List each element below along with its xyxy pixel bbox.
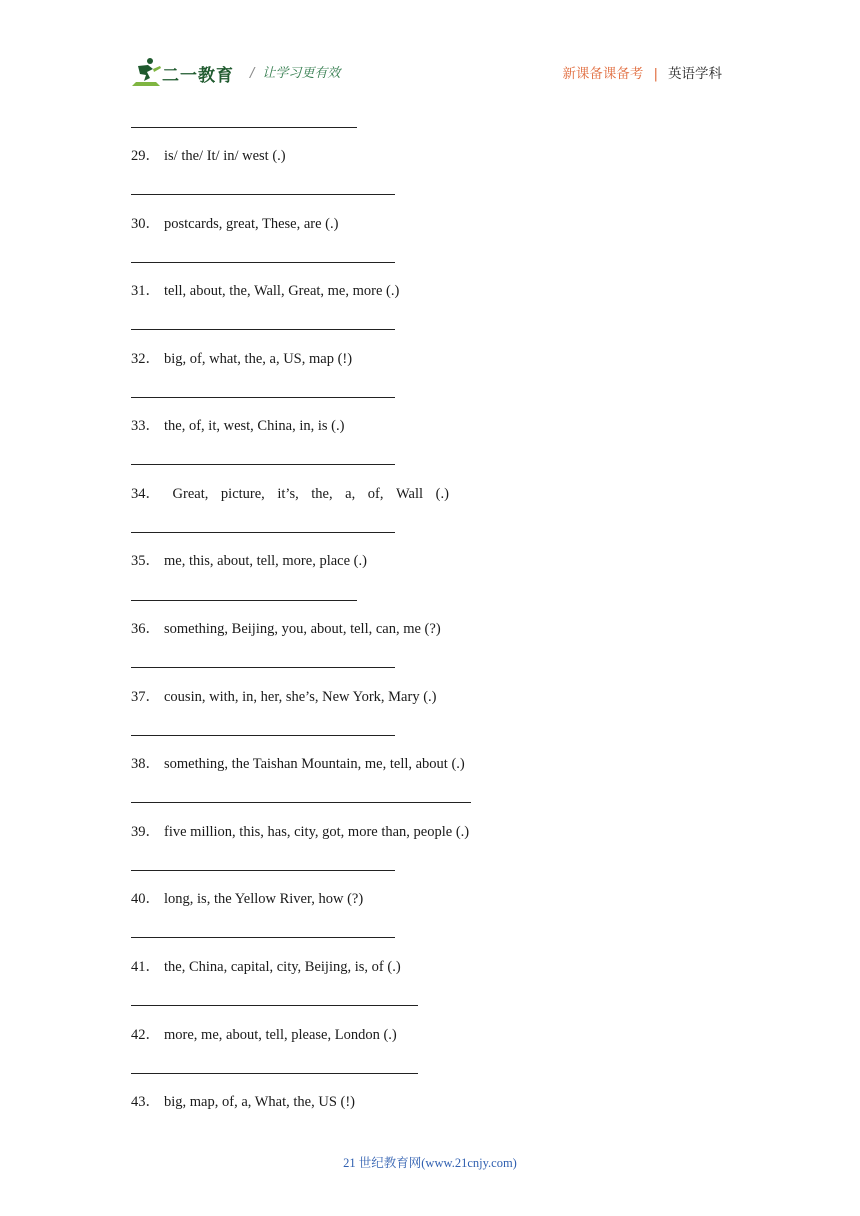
question-32: 32． big, of, what, the, a, US, map (!): [131, 351, 353, 367]
answer-line[interactable]: [131, 600, 357, 601]
question-36: 36． something, Beijing, you, about, tell, can, me (?): [131, 621, 441, 637]
logo: [130, 56, 240, 90]
answer-line[interactable]: [131, 937, 395, 938]
answer-line[interactable]: [131, 735, 395, 736]
answer-line[interactable]: [131, 1073, 418, 1074]
question-40: 40． long, is, the Yellow River, how (?): [131, 891, 364, 907]
slogan-text: 让学习更有效: [262, 66, 341, 81]
question-31: 31． tell, about, the, Wall, Great, me, more (.): [131, 283, 400, 299]
question-42: 42． more, me, about, tell, please, London (.): [131, 1027, 397, 1043]
page-header: [0, 0, 860, 100]
page-footer: 21 世纪教育网(www.21cnjy.com): [343, 1156, 517, 1170]
answer-line[interactable]: [131, 870, 395, 871]
question-43: 43． big, map, of, a, What, the, US (!): [131, 1094, 356, 1110]
logo-text: 二一教育: [162, 66, 234, 86]
question-39: 39． five million, this, has, city, got, more than, people (.): [131, 824, 470, 840]
answer-line[interactable]: [131, 464, 395, 465]
runner-logo-icon: [130, 56, 164, 90]
answer-line[interactable]: [131, 329, 395, 330]
answer-line[interactable]: [131, 1005, 418, 1006]
answer-line[interactable]: [131, 194, 395, 195]
question-30: 30． postcards, great, These, are (.): [131, 216, 339, 232]
course-label: 新课备课备考: [562, 66, 644, 82]
question-35: 35． me, this, about, tell, more, place (.): [131, 553, 367, 569]
header-right: [562, 62, 722, 82]
question-38: 38． something, the Taishan Mountain, me, tell, about (.): [131, 756, 465, 772]
slogan-separator: /: [250, 66, 255, 81]
subject-label: 英语学科: [668, 66, 722, 82]
answer-line[interactable]: [131, 397, 395, 398]
question-34: 34． Great, picture, it’s, the, a, of, Wall (.): [131, 486, 449, 502]
question-37: 37． cousin, with, in, her, she’s, New York, Mary (.): [131, 689, 437, 705]
question-41: 41． the, China, capital, city, Beijing, is, of (.): [131, 959, 401, 975]
header-separator: |: [653, 66, 658, 82]
question-33: 33． the, of, it, west, China, in, is (.): [131, 418, 345, 434]
answer-line[interactable]: [131, 127, 357, 128]
question-29: 29． is/ the/ It/ in/ west (.): [131, 148, 286, 164]
answer-line[interactable]: [131, 667, 395, 668]
slogan: [250, 62, 340, 81]
answer-line[interactable]: [131, 262, 395, 263]
answer-line[interactable]: [131, 532, 395, 533]
answer-line[interactable]: [131, 802, 471, 803]
